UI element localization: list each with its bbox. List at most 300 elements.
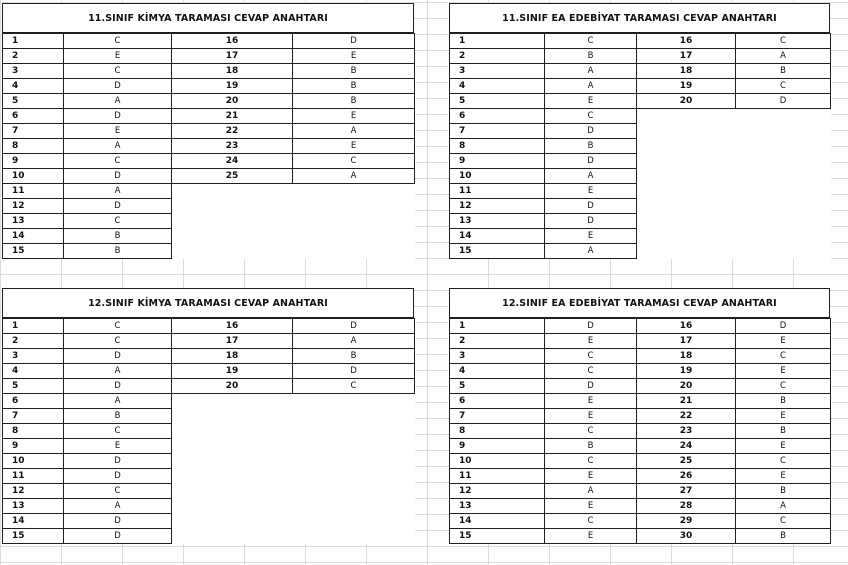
answer-cell: C <box>64 214 172 229</box>
question-number: 22 <box>172 124 293 139</box>
question-number: 18 <box>172 64 293 79</box>
question-number: 3 <box>450 64 545 79</box>
empty-cell <box>736 154 831 169</box>
question-number: 1 <box>450 319 545 334</box>
answer-cell: A <box>545 244 637 259</box>
answer-cell: D <box>64 199 172 214</box>
question-number: 1 <box>450 34 545 49</box>
question-number: 16 <box>172 34 293 49</box>
table-row <box>3 94 415 109</box>
table-row <box>450 484 831 499</box>
question-number: 5 <box>3 379 64 394</box>
empty-cell <box>637 109 736 124</box>
answer-cell: A <box>64 184 172 199</box>
question-number: 12 <box>3 484 64 499</box>
answer-cell: D <box>293 364 415 379</box>
empty-cell <box>736 199 831 214</box>
table-row <box>450 214 831 229</box>
question-number: 17 <box>172 49 293 64</box>
table-row <box>3 79 415 94</box>
table-title: 11.SINIF EA EDEBİYAT TARAMASI CEVAP ANAHTARI <box>449 3 830 33</box>
table-row <box>450 334 831 349</box>
table-row <box>450 244 831 259</box>
question-number: 20 <box>637 379 736 394</box>
question-number: 4 <box>3 79 64 94</box>
question-number: 10 <box>450 454 545 469</box>
answer-cell: E <box>64 124 172 139</box>
question-number: 5 <box>450 94 545 109</box>
empty-cell <box>736 244 831 259</box>
answer-cell: E <box>293 139 415 154</box>
answer-cell: C <box>64 319 172 334</box>
question-number: 29 <box>637 514 736 529</box>
question-number: 4 <box>450 364 545 379</box>
answer-cell: A <box>545 169 637 184</box>
answer-cell: D <box>545 199 637 214</box>
empty-cell <box>637 244 736 259</box>
answer-cell: D <box>545 319 637 334</box>
table-row <box>450 364 831 379</box>
answer-cell: C <box>545 454 637 469</box>
answer-cell: E <box>736 364 831 379</box>
table-row <box>3 379 415 394</box>
answer-cell: E <box>736 439 831 454</box>
empty-cell <box>293 409 415 424</box>
answer-cell: D <box>545 154 637 169</box>
question-number: 25 <box>637 454 736 469</box>
empty-cell <box>172 244 293 259</box>
empty-cell <box>736 229 831 244</box>
empty-cell <box>637 169 736 184</box>
question-number: 9 <box>450 154 545 169</box>
empty-cell <box>172 214 293 229</box>
empty-cell <box>293 394 415 409</box>
question-number: 4 <box>450 79 545 94</box>
question-number: 17 <box>637 49 736 64</box>
answer-cell: C <box>64 154 172 169</box>
question-number: 6 <box>450 394 545 409</box>
question-number: 17 <box>637 334 736 349</box>
question-number: 28 <box>637 499 736 514</box>
table-row <box>450 379 831 394</box>
table-row <box>450 439 831 454</box>
question-number: 9 <box>3 439 64 454</box>
table-row <box>3 184 415 199</box>
empty-cell <box>293 469 415 484</box>
empty-cell <box>637 139 736 154</box>
empty-cell <box>293 229 415 244</box>
answer-cell: C <box>64 484 172 499</box>
question-number: 11 <box>450 184 545 199</box>
empty-cell <box>736 124 831 139</box>
question-number: 11 <box>3 184 64 199</box>
question-number: 20 <box>172 94 293 109</box>
answer-cell: C <box>64 34 172 49</box>
question-number: 24 <box>172 154 293 169</box>
answer-cell: D <box>64 349 172 364</box>
question-number: 11 <box>3 469 64 484</box>
answer-table <box>2 33 415 259</box>
answer-cell: A <box>64 364 172 379</box>
question-number: 9 <box>450 439 545 454</box>
question-number: 26 <box>637 469 736 484</box>
answer-cell: C <box>64 334 172 349</box>
table-row <box>3 484 415 499</box>
empty-cell <box>637 154 736 169</box>
answer-cell: E <box>545 184 637 199</box>
table-row <box>3 319 415 334</box>
table-row <box>450 199 831 214</box>
question-number: 5 <box>3 94 64 109</box>
empty-cell <box>293 439 415 454</box>
answer-cell: C <box>545 34 637 49</box>
answer-cell: D <box>293 34 415 49</box>
question-number: 1 <box>3 34 64 49</box>
answer-cell: E <box>64 439 172 454</box>
empty-cell <box>293 244 415 259</box>
empty-cell <box>637 199 736 214</box>
answer-cell: A <box>293 169 415 184</box>
question-number: 19 <box>172 79 293 94</box>
question-number: 12 <box>450 484 545 499</box>
table-title: 12.SINIF KİMYA TARAMASI CEVAP ANAHTARI <box>2 288 414 318</box>
answer-cell: C <box>736 379 831 394</box>
empty-cell <box>637 184 736 199</box>
answer-cell: A <box>545 64 637 79</box>
question-number: 30 <box>637 529 736 544</box>
answer-cell: E <box>736 469 831 484</box>
question-number: 10 <box>450 169 545 184</box>
answer-cell: C <box>736 349 831 364</box>
question-number: 19 <box>637 364 736 379</box>
empty-cell <box>736 184 831 199</box>
table-row <box>450 64 831 79</box>
question-number: 1 <box>3 319 64 334</box>
table-row <box>450 124 831 139</box>
answer-cell: D <box>545 124 637 139</box>
answer-cell: B <box>64 409 172 424</box>
answer-cell: E <box>545 469 637 484</box>
answer-cell: B <box>736 64 831 79</box>
question-number: 10 <box>3 169 64 184</box>
answer-cell: D <box>64 514 172 529</box>
table-row <box>450 394 831 409</box>
answer-cell: C <box>545 514 637 529</box>
answer-cell: A <box>545 79 637 94</box>
empty-cell <box>172 514 293 529</box>
answer-table <box>449 318 831 544</box>
empty-cell <box>172 199 293 214</box>
empty-cell <box>293 484 415 499</box>
table-row <box>3 169 415 184</box>
answer-cell: A <box>64 139 172 154</box>
table-row <box>450 154 831 169</box>
empty-cell <box>172 499 293 514</box>
question-number: 13 <box>3 214 64 229</box>
answer-table <box>2 318 415 544</box>
table-row <box>3 109 415 124</box>
question-number: 14 <box>450 514 545 529</box>
empty-cell <box>293 424 415 439</box>
answer-cell: B <box>293 79 415 94</box>
answer-cell: E <box>545 529 637 544</box>
answer-cell: D <box>64 529 172 544</box>
question-number: 9 <box>3 154 64 169</box>
question-number: 7 <box>450 409 545 424</box>
table-row <box>450 169 831 184</box>
answer-cell: B <box>293 94 415 109</box>
empty-cell <box>293 199 415 214</box>
answer-cell: D <box>736 94 831 109</box>
question-number: 13 <box>3 499 64 514</box>
answer-cell: D <box>545 379 637 394</box>
table-row <box>3 364 415 379</box>
table-row <box>3 229 415 244</box>
answer-cell: B <box>545 139 637 154</box>
table-row <box>450 49 831 64</box>
table-row <box>3 139 415 154</box>
answer-cell: C <box>736 454 831 469</box>
question-number: 2 <box>450 49 545 64</box>
empty-cell <box>293 454 415 469</box>
table-title: 12.SINIF EA EDEBİYAT TARAMASI CEVAP ANAHTARI <box>449 288 830 318</box>
table-row <box>450 349 831 364</box>
table-row <box>450 229 831 244</box>
table-title: 11.SINIF KİMYA TARAMASI CEVAP ANAHTARI <box>2 3 414 33</box>
table-row <box>3 349 415 364</box>
question-number: 14 <box>3 514 64 529</box>
table-row <box>3 64 415 79</box>
question-number: 5 <box>450 379 545 394</box>
question-number: 21 <box>172 109 293 124</box>
answer-cell: B <box>64 244 172 259</box>
answer-cell: A <box>545 484 637 499</box>
table-row <box>3 199 415 214</box>
question-number: 2 <box>450 334 545 349</box>
question-number: 8 <box>450 139 545 154</box>
question-number: 17 <box>172 334 293 349</box>
question-number: 23 <box>172 139 293 154</box>
answer-cell: B <box>545 439 637 454</box>
answer-cell: C <box>545 424 637 439</box>
answer-cell: C <box>736 79 831 94</box>
question-number: 3 <box>450 349 545 364</box>
table-row <box>3 34 415 49</box>
question-number: 8 <box>3 424 64 439</box>
question-number: 15 <box>3 244 64 259</box>
table-row <box>450 409 831 424</box>
empty-cell <box>736 139 831 154</box>
answer-cell: C <box>293 379 415 394</box>
answer-cell: B <box>736 529 831 544</box>
answer-cell: A <box>293 124 415 139</box>
answer-table <box>449 33 831 259</box>
answer-cell: E <box>293 49 415 64</box>
empty-cell <box>172 439 293 454</box>
answer-cell: E <box>736 409 831 424</box>
question-number: 16 <box>172 319 293 334</box>
question-number: 13 <box>450 214 545 229</box>
table-row <box>450 79 831 94</box>
answer-cell: C <box>293 154 415 169</box>
table-row <box>3 334 415 349</box>
question-number: 19 <box>172 364 293 379</box>
question-number: 7 <box>3 409 64 424</box>
empty-cell <box>293 514 415 529</box>
answer-cell: C <box>545 349 637 364</box>
answer-cell: B <box>64 229 172 244</box>
question-number: 18 <box>172 349 293 364</box>
empty-cell <box>637 124 736 139</box>
empty-cell <box>637 214 736 229</box>
empty-cell <box>736 109 831 124</box>
empty-cell <box>293 529 415 544</box>
empty-cell <box>172 484 293 499</box>
question-number: 13 <box>450 499 545 514</box>
question-number: 12 <box>3 199 64 214</box>
empty-cell <box>293 184 415 199</box>
answer-cell: E <box>64 49 172 64</box>
table-row <box>450 184 831 199</box>
question-number: 16 <box>637 34 736 49</box>
table-row <box>3 214 415 229</box>
table-row <box>3 499 415 514</box>
table-row <box>3 424 415 439</box>
answer-cell: B <box>293 349 415 364</box>
question-number: 14 <box>3 229 64 244</box>
answer-cell: D <box>64 109 172 124</box>
question-number: 20 <box>637 94 736 109</box>
answer-cell: E <box>545 94 637 109</box>
question-number: 6 <box>3 109 64 124</box>
table-row <box>450 109 831 124</box>
empty-cell <box>172 424 293 439</box>
table-row <box>450 514 831 529</box>
empty-cell <box>172 529 293 544</box>
answer-cell: E <box>545 229 637 244</box>
answer-cell: A <box>293 334 415 349</box>
question-number: 20 <box>172 379 293 394</box>
answer-cell: D <box>64 79 172 94</box>
question-number: 14 <box>450 229 545 244</box>
answer-cell: C <box>64 424 172 439</box>
question-number: 18 <box>637 64 736 79</box>
answer-cell: A <box>64 94 172 109</box>
question-number: 7 <box>3 124 64 139</box>
table-row <box>3 124 415 139</box>
answer-cell: D <box>545 214 637 229</box>
table-row <box>450 454 831 469</box>
answer-cell: D <box>64 169 172 184</box>
answer-cell: C <box>736 514 831 529</box>
table-row <box>3 49 415 64</box>
table-row <box>3 439 415 454</box>
answer-cell: D <box>64 379 172 394</box>
table-row <box>3 529 415 544</box>
question-number: 12 <box>450 199 545 214</box>
table-row <box>3 244 415 259</box>
answer-cell: C <box>545 109 637 124</box>
table-row <box>3 514 415 529</box>
question-number: 16 <box>637 319 736 334</box>
answer-cell: C <box>736 34 831 49</box>
empty-cell <box>293 499 415 514</box>
table-row <box>450 424 831 439</box>
answer-cell: A <box>64 499 172 514</box>
empty-cell <box>736 169 831 184</box>
table-row <box>450 139 831 154</box>
question-number: 3 <box>3 349 64 364</box>
answer-cell: E <box>736 334 831 349</box>
question-number: 15 <box>450 529 545 544</box>
question-number: 23 <box>637 424 736 439</box>
table-row <box>450 499 831 514</box>
table-row <box>3 154 415 169</box>
question-number: 7 <box>450 124 545 139</box>
answer-cell: B <box>293 64 415 79</box>
answer-cell: D <box>64 469 172 484</box>
table-row <box>3 394 415 409</box>
answer-cell: D <box>64 454 172 469</box>
question-number: 4 <box>3 364 64 379</box>
empty-cell <box>172 454 293 469</box>
answer-cell: B <box>545 49 637 64</box>
table-row <box>450 34 831 49</box>
question-number: 8 <box>450 424 545 439</box>
empty-cell <box>172 394 293 409</box>
answer-cell: B <box>736 394 831 409</box>
question-number: 27 <box>637 484 736 499</box>
question-number: 11 <box>450 469 545 484</box>
answer-cell: E <box>545 409 637 424</box>
question-number: 22 <box>637 409 736 424</box>
answer-cell: E <box>545 334 637 349</box>
answer-cell: E <box>545 499 637 514</box>
table-row <box>450 94 831 109</box>
answer-cell: B <box>736 424 831 439</box>
answer-cell: B <box>736 484 831 499</box>
table-row <box>3 409 415 424</box>
table-row <box>3 454 415 469</box>
question-number: 15 <box>3 529 64 544</box>
question-number: 21 <box>637 394 736 409</box>
question-number: 2 <box>3 49 64 64</box>
question-number: 10 <box>3 454 64 469</box>
question-number: 6 <box>3 394 64 409</box>
empty-cell <box>172 229 293 244</box>
table-row <box>450 529 831 544</box>
question-number: 15 <box>450 244 545 259</box>
answer-cell: E <box>545 394 637 409</box>
question-number: 8 <box>3 139 64 154</box>
question-number: 2 <box>3 334 64 349</box>
empty-cell <box>637 229 736 244</box>
answer-cell: A <box>736 49 831 64</box>
empty-cell <box>736 214 831 229</box>
answer-cell: C <box>545 364 637 379</box>
question-number: 3 <box>3 64 64 79</box>
empty-cell <box>172 469 293 484</box>
question-number: 25 <box>172 169 293 184</box>
question-number: 6 <box>450 109 545 124</box>
answer-cell: D <box>736 319 831 334</box>
answer-cell: A <box>736 499 831 514</box>
answer-cell: E <box>293 109 415 124</box>
empty-cell <box>172 184 293 199</box>
empty-cell <box>172 409 293 424</box>
table-row <box>450 319 831 334</box>
answer-cell: D <box>293 319 415 334</box>
